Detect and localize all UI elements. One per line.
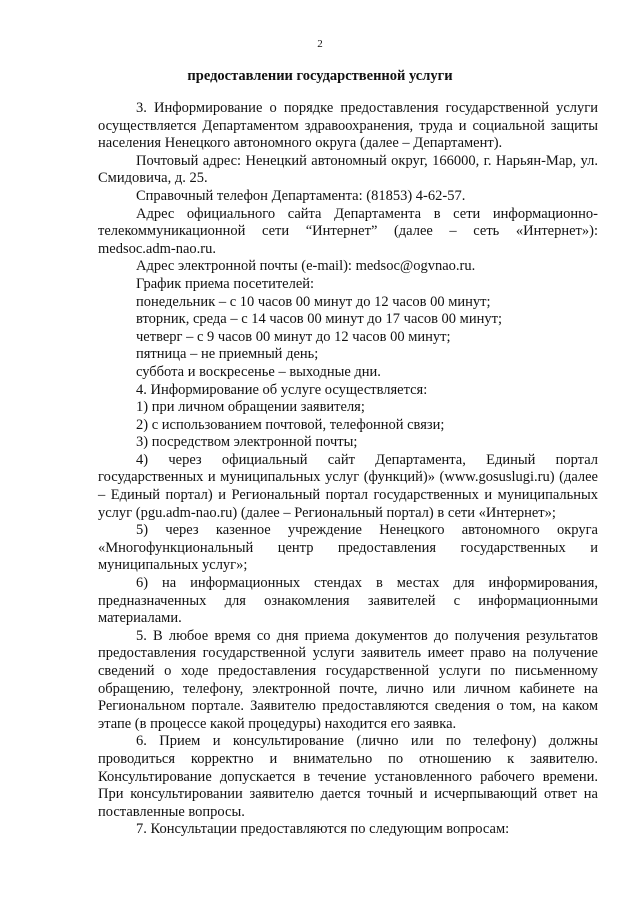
section-header: предоставлении государственной услуги <box>187 68 453 84</box>
page-number: 2 <box>317 38 323 50</box>
list-item-stands: 6) на информационных стендах в местах для информирования, предназначенных для ознакомления заявителей с информационными материалами. <box>98 575 598 627</box>
paragraph-schedule-title: График приема посетителей: <box>136 275 315 292</box>
paragraph-phone: Справочный телефон Департамента: (81853) 4-62-57. <box>136 187 466 204</box>
schedule-weekend: суббота и воскресенье – выходные дни. <box>136 363 381 380</box>
list-item-email: 3) посредством электронной почты; <box>136 434 358 451</box>
paragraph-consulting-rules: 6. Прием и консультирование (лично или по телефону) должны проводиться корректно и внимательно по отношению к заявителю. Консультирование допускается в течение установленного рабочего времени. При консультировании заявителю дается точный и исчерпывающий ответ на поставленные вопросы. <box>98 733 598 820</box>
paragraph-postal-address: Почтовый адрес: Ненецкий автономный округ, 166000, г. Нарьян-Мар, ул. Смидовича, д. 25. <box>98 152 598 187</box>
schedule-thursday: четверг – с 9 часов 00 минут до 12 часов 00 минут; <box>136 328 451 345</box>
list-item-portals: 4) через официальный сайт Департамента, Единый портал государственных и муниципальных услуг (функций)» (www.gosuslugi.ru) (далее – Единый портал) и Региональный портал государственных и муниципальных услуг (pgu.adm-nao.ru) (далее – Региональный портал) в сети «Интернет»; <box>98 451 598 521</box>
schedule-friday: пятница – не приемный день; <box>136 346 319 363</box>
paragraph-website: Адрес официального сайта Департамента в сети информационно-телекоммуникационной сети “Интернет” (далее – сеть «Интернет»): medsoc.adm-nao.ru. <box>98 205 598 257</box>
document-body <box>98 100 598 839</box>
schedule-tuesday-wednesday: вторник, среда – с 14 часов 00 минут до 17 часов 00 минут; <box>136 311 502 328</box>
schedule-monday: понедельник – с 10 часов 00 минут до 12 часов 00 минут; <box>136 293 491 310</box>
paragraph-consultation-topics: 7. Консультации предоставляются по следующим вопросам: <box>136 821 510 838</box>
paragraph-informing-department: 3. Информирование о порядке предоставления государственной услуги осуществляется Департаментом здравоохранения, труда и социальной защиты населения Ненецкого автономного округа (далее – Департамент). <box>98 100 598 152</box>
paragraph-status-info: 5. В любое время со дня приема документов до получения результатов предоставления государственной услуги заявитель имеет право на получение сведений о ходе предоставления государственной услуги по письменному обращению, телефону, электронной почте, лично или личном кабинете на Региональном портале. Заявителю предоставляются сведения о том, на каком этапе (в процессе какой процедуры) находится его заявка. <box>98 627 598 732</box>
list-item-mfc: 5) через казенное учреждение Ненецкого автономного округа «Многофункциональный центр предоставления государственных и муниципальных услуг»; <box>98 522 598 574</box>
list-item-personal: 1) при личном обращении заявителя; <box>136 399 365 416</box>
paragraph-informing-methods: 4. Информирование об услуге осуществляется: <box>136 381 428 398</box>
list-item-postal-phone: 2) с использованием почтовой, телефонной связи; <box>136 416 445 433</box>
paragraph-email: Адрес электронной почты (e-mail): medsoc@ogvnao.ru. <box>136 258 476 275</box>
